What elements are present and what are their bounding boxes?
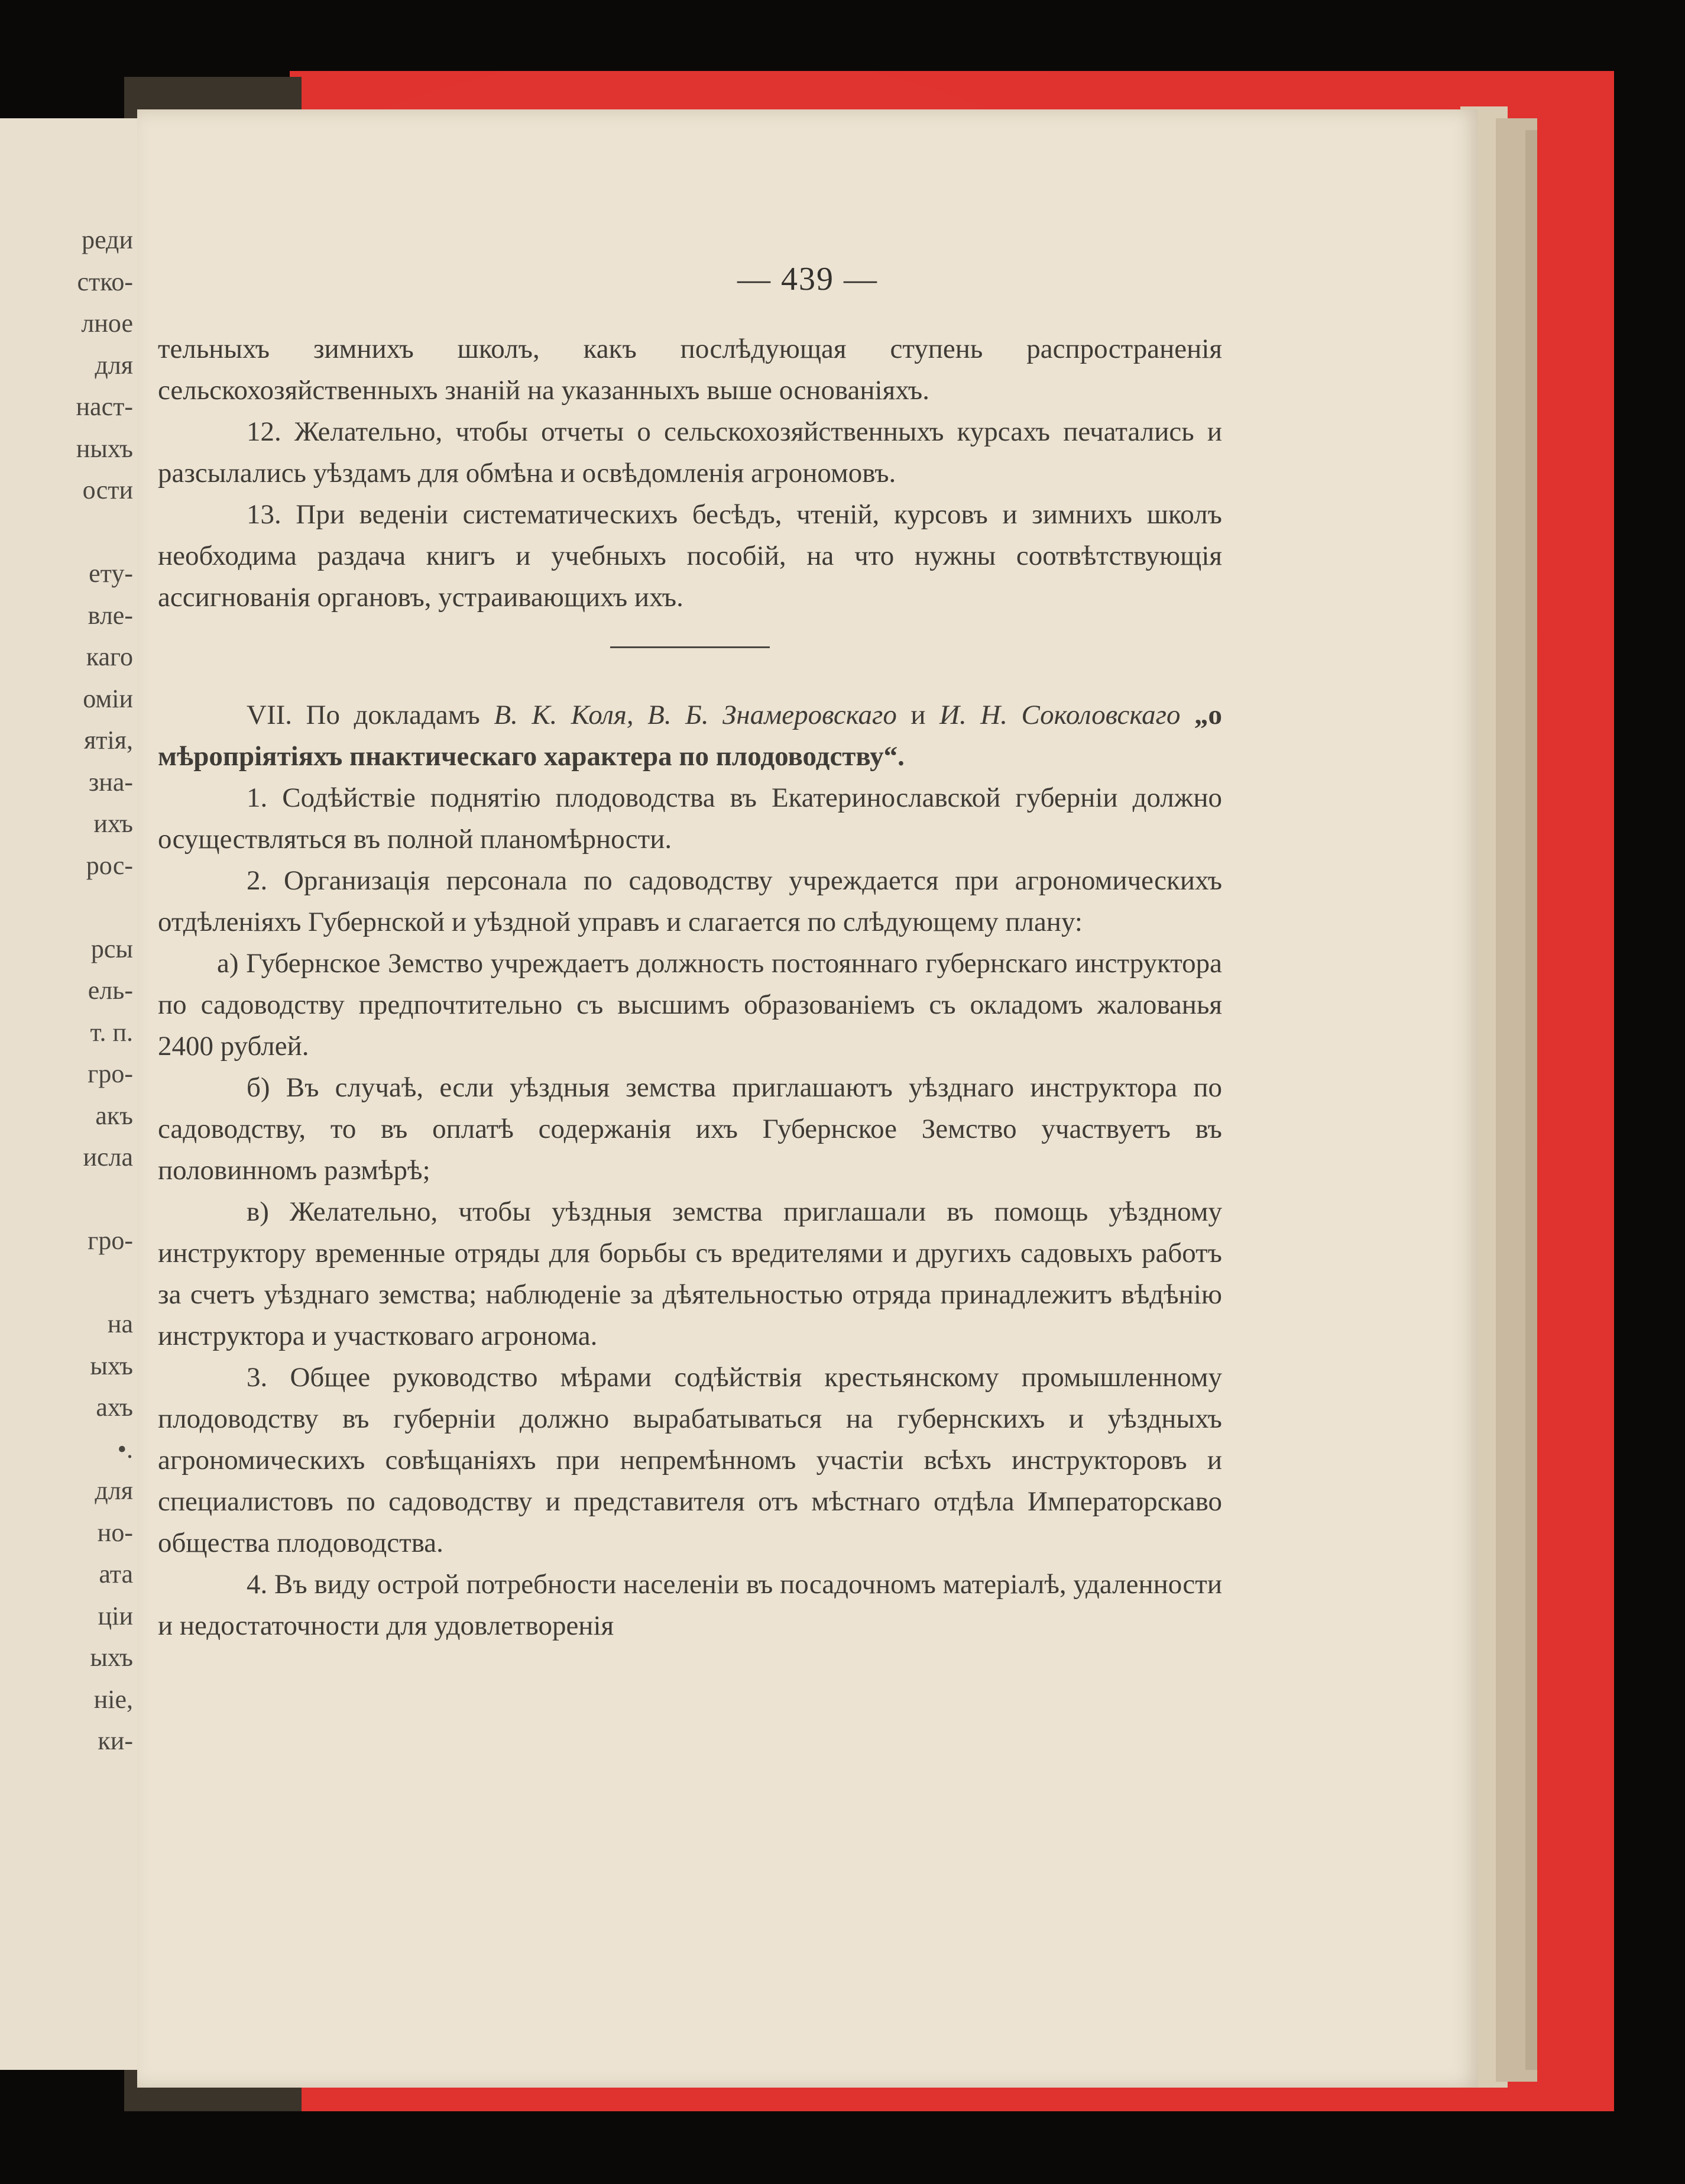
previous-page-line: но- (97, 1518, 133, 1547)
item-2v: в) Желательно, чтобы уѣздныя земства приглашали въ помощь уѣздному инструктору временные отряды для борьбы съ вредителями и другихъ садовыхъ работъ за счетъ уѣзднаго земства; наблюденіе за дѣятельностью отряда принадлежитъ вѣдѣнію инструктора и участковаго агронома. (158, 1196, 1222, 1351)
section-heading-vii (158, 694, 1222, 777)
previous-page-line: ата (99, 1559, 133, 1588)
previous-page-line: акъ (95, 1101, 133, 1130)
previous-page-line: реди (82, 225, 133, 254)
page-number: — 439 — (737, 261, 878, 297)
paragraph-continuation: тельныхъ зимнихъ школъ, какъ послѣдующая ступень распространенія сельскохозяйственныхъ знаній на указанныхъ выше основаніяхъ. (158, 334, 1222, 406)
previous-page-line: для (95, 350, 133, 380)
paragraph-12: 12. Желательно, чтобы отчеты о сельскохозяйственныхъ курсахъ печатались и разсылались уѣздамъ для обмѣна и освѣдомленія агрономовъ. (158, 416, 1222, 488)
section-divider (610, 646, 770, 648)
author-name: И. Н. Соколовскаго (939, 700, 1181, 730)
page-body (158, 328, 1222, 1646)
previous-page-line: для (95, 1476, 133, 1505)
previous-page-line: ихъ (93, 809, 133, 838)
author-name: В. Б. Знамеровскаго (647, 700, 897, 730)
page-edges (1525, 130, 1537, 2070)
previous-page-line: вле- (88, 600, 133, 630)
document-page (137, 109, 1478, 2088)
item-4: 4. Въ виду острой потребности населеніи въ посадочномъ матеріалѣ, удаленности и недостаточности для удовлетворенія (158, 1569, 1222, 1641)
previous-page-line: т. п. (90, 1017, 133, 1047)
previous-page-line: ціи (98, 1601, 133, 1630)
previous-page-line: каго (86, 642, 133, 671)
previous-page-line: гро- (88, 1226, 133, 1255)
previous-page-line: ель- (88, 976, 133, 1005)
previous-page-line: на (107, 1309, 133, 1338)
previous-page-line: наст- (76, 392, 133, 421)
previous-page-line: рос- (86, 850, 133, 880)
item-1: 1. Содѣйствіе поднятію плодоводства въ Екатеринославской губерніи должно осуществляться въ полной планомѣрности. (158, 782, 1222, 855)
previous-page-line: ахъ (96, 1393, 133, 1422)
previous-page-line: гро- (88, 1059, 133, 1088)
author-name: В. К. Коля, (494, 700, 634, 730)
previous-page-line: зна- (88, 767, 133, 797)
previous-page-line: лное (81, 309, 133, 338)
item-2b: б) Въ случаѣ, если уѣздныя земства приглашаютъ уѣзднаго инструктора по садоводству, то въ оплатѣ содержанія ихъ Губернское Земство участвуетъ въ половинномъ размѣрѣ; (158, 1072, 1222, 1186)
previous-page-line: ки- (98, 1726, 133, 1755)
item-2a: а) Губернское Земство учреждаетъ должность постояннаго губернскаго инструктора по садоводству предпочтительно съ высшимъ образованіемъ съ окладомъ жалованья 2400 рублей. (158, 948, 1222, 1062)
previous-page-line: ету- (89, 559, 133, 588)
previous-page-line: ыхъ (90, 1351, 133, 1380)
previous-page-line: •. (117, 1434, 133, 1464)
conjunction: и (896, 700, 940, 730)
previous-page-line: ніе, (93, 1684, 133, 1714)
section-title: „о мѣропріятіяхъ пнактическаго характера по плодоводству“. (158, 700, 1223, 772)
previous-page-line: ыхъ (90, 1643, 133, 1672)
previous-page-line: рсы (90, 934, 133, 963)
previous-page-line: ныхъ (76, 433, 133, 463)
previous-page-line: стко- (77, 267, 133, 296)
section-lead: VII. По докладамъ (247, 700, 494, 730)
paragraph-13: 13. При веденіи систематическихъ бесѣдъ, чтеній, курсовъ и зимнихъ школъ необходима раздача книгъ и учебныхъ пособій, на что нужны соотвѣтствующія ассигнованія органовъ, устраивающихъ ихъ. (158, 499, 1222, 613)
previous-page-line: исла (83, 1143, 133, 1172)
previous-page-line: ятія, (84, 726, 133, 755)
item-2: 2. Организація персонала по садоводству учреждается при агрономическихъ отдѣленіяхъ Губернской и уѣздной управъ и слагается по слѣдующему плану: (158, 865, 1222, 937)
previous-page-line: ости (82, 475, 133, 504)
previous-page-fragment (0, 118, 145, 2070)
previous-page-line: оміи (83, 684, 133, 713)
item-3: 3. Общее руководство мѣрами содѣйствія крестьянскому промышленному плодоводству въ губерніи должно вырабатываться на губернскихъ и уѣздныхъ агрономическихъ совѣщаніяхъ при непремѣнномъ участіи всѣхъ инструкторовъ и специалистовъ по садоводству и представителя отъ мѣстнаго отдѣла Императорскаво общества плодоводства. (158, 1362, 1222, 1558)
